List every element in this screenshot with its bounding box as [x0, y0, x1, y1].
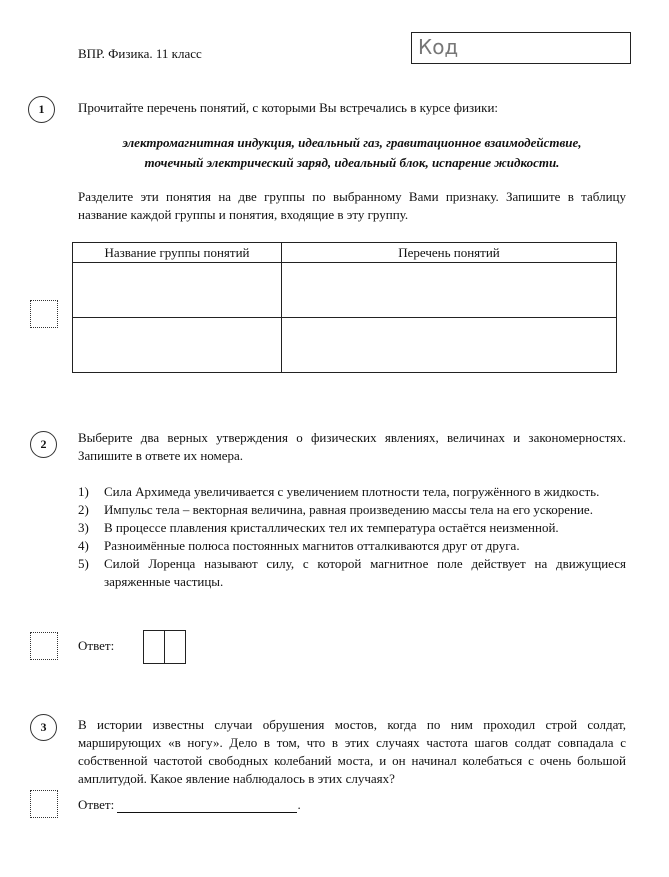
option-item: 5) Силой Лоренца называют силу, с которой магнитное поле действует на движущиеся заряженные частицы.: [78, 556, 626, 589]
task-3-score-box: [30, 790, 58, 818]
concepts-cell-2[interactable]: [282, 318, 617, 373]
code-label: Код: [418, 35, 459, 59]
task-2-answer-label: Ответ:: [78, 638, 115, 653]
group-name-cell-2[interactable]: [73, 318, 282, 373]
option-item: 4) Разноимённые полюса постоянных магнитов отталкиваются друг от друга.: [78, 538, 520, 553]
option-item: 2) Импульс тела – векторная величина, равная произведению массы тела на его ускорение.: [78, 502, 593, 517]
table-row: [73, 263, 617, 318]
task-3-answer-row: [78, 797, 301, 813]
task-1-number-badge: 1: [28, 96, 55, 123]
task-3-number-badge: 3: [30, 714, 57, 741]
concepts-line-1: электромагнитная индукция, идеальный газ, гравитационное взаимодействие,: [122, 135, 582, 150]
table-header-group-name: Название группы понятий: [73, 243, 282, 263]
task-2-answer-cells: [143, 630, 185, 664]
task-3-answer-line[interactable]: [117, 798, 297, 813]
option-item: 3) В процессе плавления кристаллических тел их температура остаётся неизменной.: [78, 520, 559, 535]
answer-cell-2[interactable]: [164, 630, 186, 664]
task-1-instruction: Разделите эти понятия на две группы по выбранному Вами признаку. Запишите в таблицу название каждой группы и понятия, входящие в эту группу.: [78, 189, 626, 222]
task-2-number-badge: 2: [30, 431, 57, 458]
code-field[interactable]: [411, 32, 631, 64]
concepts-cell-1[interactable]: [282, 263, 617, 318]
task-2-options: [78, 483, 626, 591]
task-1-concepts: [78, 133, 626, 173]
task-1-groups-table: [72, 242, 617, 373]
option-item: 1) Сила Архимеда увеличивается с увеличением плотности тела, погружённого в жидкость.: [78, 484, 600, 499]
table-row: [73, 318, 617, 373]
task-1-intro: Прочитайте перечень понятий, с которыми Вы встречались в курсе физики:: [78, 100, 499, 115]
group-name-cell-1[interactable]: [73, 263, 282, 318]
task-3-answer-label: Ответ:: [78, 797, 115, 812]
task-3-text: В истории известны случаи обрушения мостов, когда по ним проходил строй солдат, марширующих «в ногу». Дело в том, что в этих случаях частота шагов солдат совпадала с собственной частотой свободных колебаний моста, и он начинал колебаться с очень большой амплитудой. Какое явление наблюдалось в этих случаях?: [78, 717, 626, 786]
document-header-title: ВПР. Физика. 11 класс: [78, 46, 202, 61]
answer-suffix: .: [297, 797, 301, 812]
task-2-intro: Выберите два верных утверждения о физических явлениях, величинах и закономерностях. Запишите в ответе их номера.: [78, 430, 626, 463]
answer-cell-1[interactable]: [143, 630, 165, 664]
task-1-score-box: [30, 300, 58, 328]
task-2-score-box: [30, 632, 58, 660]
concepts-line-2: точечный электрический заряд, идеальный блок, испарение жидкости.: [144, 155, 560, 170]
table-header-concepts: Перечень понятий: [282, 243, 617, 263]
